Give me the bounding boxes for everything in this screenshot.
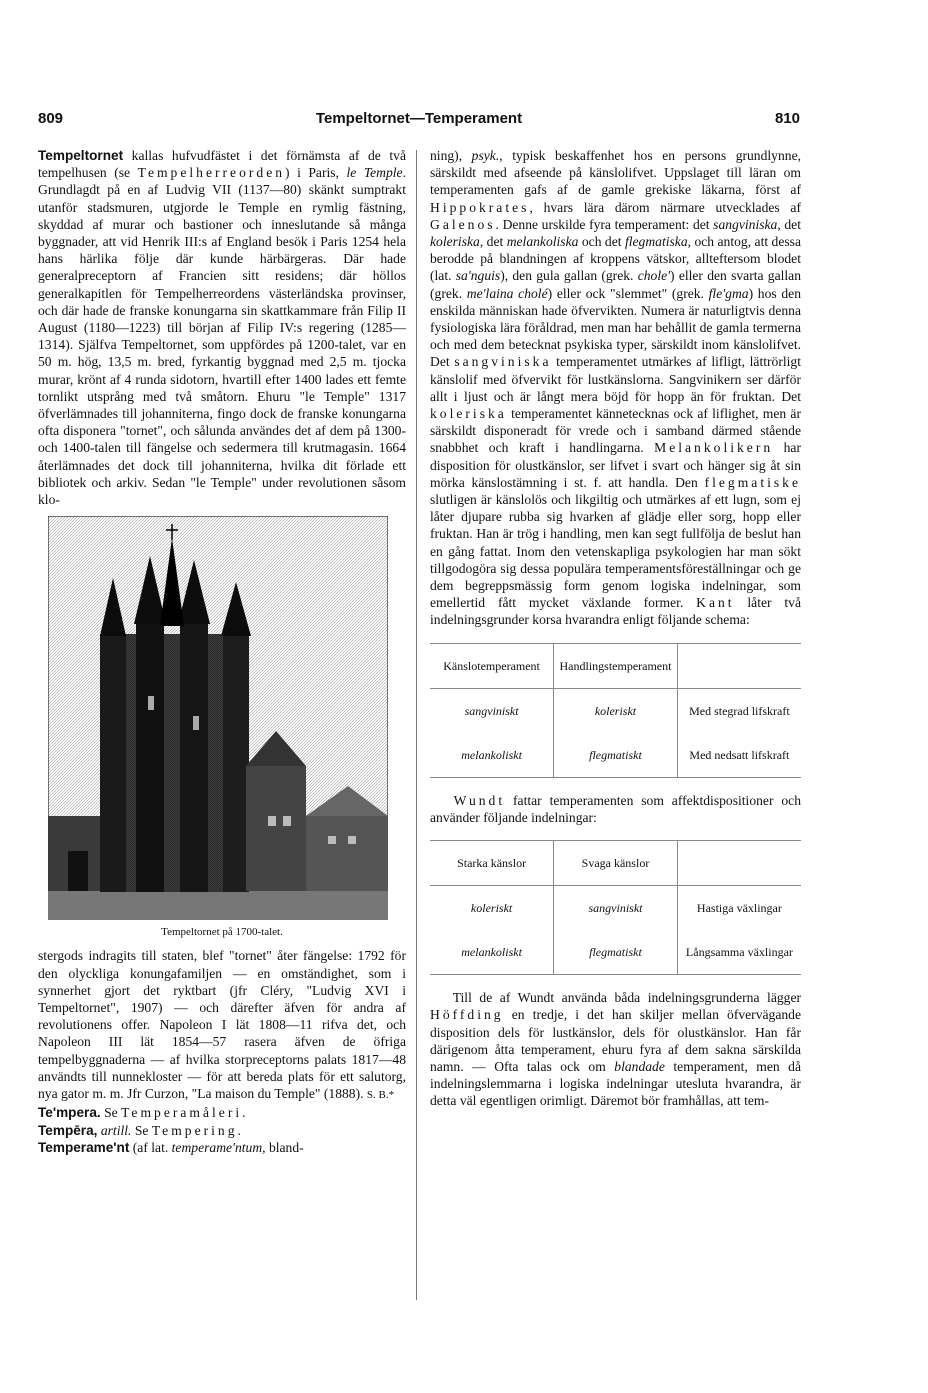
entry-tempera: Te'mpera. Se Temperamåleri. [38, 1105, 246, 1121]
column-divider [416, 150, 417, 1300]
page-number-right: 810 [774, 110, 800, 127]
headword-tempera: Te'mpera. [38, 1105, 101, 1121]
table-cell: melankoliskt [430, 930, 554, 975]
table-header-cell [677, 643, 801, 688]
table-cell: Långsamma växlingar [677, 930, 801, 975]
table-row [430, 643, 801, 688]
table-row [430, 841, 801, 886]
headword-tempeltornet: Tempeltornet [38, 148, 124, 163]
table-row [430, 930, 801, 975]
table-header-cell: Handlingstemperament [554, 643, 678, 688]
table-header-cell: Starka känslor [430, 841, 554, 886]
hoffding-paragraph: Till de af Wundt använda båda indelningsgrunderna lägger Höffding en tredje, i det han skiljer mellan öfvervägande disposition dels för lustkänslor, dels för olustkänslor. Han får därigenom åtta temperament, ehuru fyra af dem sakna särskilda namn. — Ofta talas ock om blandade temperament, men då indelningslemmarna i logiska indelningar utesluta hvarandra, är detta väl egentligen orimligt. Däremot bör framhållas, att tem- [430, 990, 802, 1109]
page-number-left: 809 [38, 110, 64, 127]
left-column [38, 147, 406, 1156]
table-cell: koleriskt [554, 688, 678, 733]
table-row [430, 733, 801, 778]
page-header [38, 110, 800, 132]
figure-caption: Tempeltornet på 1700-talet. [161, 926, 283, 939]
engraving-figure [38, 516, 406, 941]
entry-temperament-continued: ning), psyk., typisk beskaffenhet hos en persons grundlynne, särskildt med afseende på känslolifvet. Uppslaget till läran om temperamenten gafs af de gamle grekiske läkarna, först af Hippokrates, hvars lära därom närmare utvecklades af Galenos. Denne urskilde fyra temperament: det sangviniska, det koleriska, det melankoliska och det flegmatiska, och antog, att dessa berodde på blandningen af kroppens vätskor, allteftersom blodet (lat. sa'nguis), den gula gallan (grek. chole') eller den svarta gallan (grek. me'laina cholé) eller ock "slemmet" (grek. fle'gma) hos den enskilda människan hade öfvervikten. Numera är naturligtvis denna fysiologiska lära föråldrad, men man har behållit de gamla termerna och med dem betecknat psykiska typer, särskildt inom känslolifvet. Det sangviniska temperamentet utmärkes af lifligt, lättrörligt känslolif med öfvervikt för lustkänslorna. Sangvinikern ser därför allt i ljust och är långt mera böjd för hopp än för fruktan. Det koleriska temperamentet kännetecknas ock af liflighet, men är särskildt disponeradt för vrede och i samband därmed stående snabbhet och kraft i handlingarna. Melankolikern har disposition för olustkänslor, ser lifvet i svart och hänger sig åt sin mörka känslostämning i st. f. att handla. Den flegmatiske slutligen är känslolös och likgiltig och utmärkes af ett lugn, som ej låter djupare rubba sig hvarken af glädje eller sorg, hopp eller fruktan. Han är trög i handling, men kan segt fullfölja de beslut han en gång fattat. Inom den vetenskapliga psykologien har man sökt tillgodogöra sig dessa populära temperamentsföreställningar och ge dem begreppsmässig form genom logiska indelningar, som emellertid fått mycket växlande former. Kant låter två indelningsgrunder korsa hvarandra enligt följande schema: [430, 148, 802, 628]
table-cell: Med nedsatt lifskraft [677, 733, 801, 778]
running-title: Tempeltornet—Temperament [315, 110, 523, 127]
table-cell: Hastiga växlingar [677, 886, 801, 931]
cross-reference: Tempelherreorden [137, 165, 286, 181]
tower-illustration [48, 516, 388, 920]
table-header-cell: Svaga känslor [554, 841, 678, 886]
table-row [430, 688, 801, 733]
tempeltornet-engraving [48, 516, 388, 920]
entry-tempera-artill: Tempēra, artill. Se Tempering. [38, 1122, 241, 1138]
table-cell: sangviniskt [464, 703, 519, 718]
wundt-paragraph: Wundt fattar temperamenten som affektdispositioner och använder följande indelningar: [430, 792, 802, 825]
author-signature: S. B.* [366, 1089, 395, 1102]
cross-reference: Tempering [151, 1122, 238, 1138]
table-cell: Med stegrad lifskraft [677, 688, 801, 733]
kant-schema-table [430, 643, 801, 778]
table-cell: flegmatiskt [554, 733, 678, 778]
entry-tempeltornet: Tempeltornet kallas hufvudfästet i det förnämsta af de två tempelhusen (se Tempelherreorden) i Paris, le Temple. Grundlagdt på en af Ludvig VII (1137—80) skänkt sumptrakt utanför stadsmuren, utgjorde le Temple en rymlig fästning, skyddad af murar och bastioner och inneslutande så många byggnader, att vid Henrik III:s af England besök i Paris 1254 hela hans härlika följe där kunde härbärgeras. Där hade generalpreceptorn af Francien sitt residens; där höllos generalkapitlen för Tempelherreordens västerländska provinser, och där hade de franske konungarna sin skattkammare från Filip II August (1180—1223) till början af Filip IV:s regering (1285—1314). Själfva Tempeltornet, som uppfördes på 1200-talet, var en 50 m. hög, 13,5 m. bred, fyrkantig byggnad med 2,5 m. tjocka murar, krönt af 4 runda sidotorn, hvartill efter 1400 lades ett femte tornlikt utsprång med två småtorn. Ehuru "le Temple" 1317 öfverlämnades till johanniterna, fingo dock de franske konungarna ofta disponera "tornet", och sålunda användes det af dem på 1300- och 1400-talen till fängelse och sedermera till krutmagasin. 1664 återlämnades det dock till johanniterna, hvilka dit förlade ett bibliotek och arkiv. Sedan "le Temple" under revolutionen såsom klo- [38, 148, 406, 508]
table-header-cell: Känslotemperament [430, 643, 554, 688]
table-cell: koleriskt [470, 901, 513, 916]
table-cell: melankoliskt [430, 733, 554, 778]
headword-temperament: Temperame'nt [38, 1139, 130, 1155]
table-header-cell [677, 841, 801, 886]
headword-tempera-artill: Tempēra, [38, 1122, 98, 1138]
entry-temperament: Temperame'nt (af lat. temperame'ntum, bland- [38, 1139, 304, 1155]
wundt-schema-table [430, 840, 801, 975]
cross-reference: Temperamåleri [121, 1105, 243, 1121]
right-column [430, 147, 801, 1110]
table-cell: flegmatiskt [554, 930, 678, 975]
entry-tempeltornet-continued: stergods indragits till staten, blef "tornet" åter fängelse: 1792 för den olyckliga konungafamiljen — en omständighet, som i synnerhet gjort det ryktbart (jfr Cléry, "Ludvig XVI i Tempeltornet", 1907) — och därefter äfven för andra af revolutionens offer. Napoleon I lät 1808—11 rifva det, och Napoleon III lät 1854—57 rasera äfven de öfriga tempelbyggnaderna — af hvilka storpreceptorns palats 1817—48 användts till nunnekloster — för att bereda plats för ett salutorg, nya gator m. m. Jfr Curzon, "La maison du Temple" (1888). S. B.* [38, 948, 406, 1102]
table-cell: sangviniskt [554, 886, 678, 931]
table-row [430, 886, 801, 931]
